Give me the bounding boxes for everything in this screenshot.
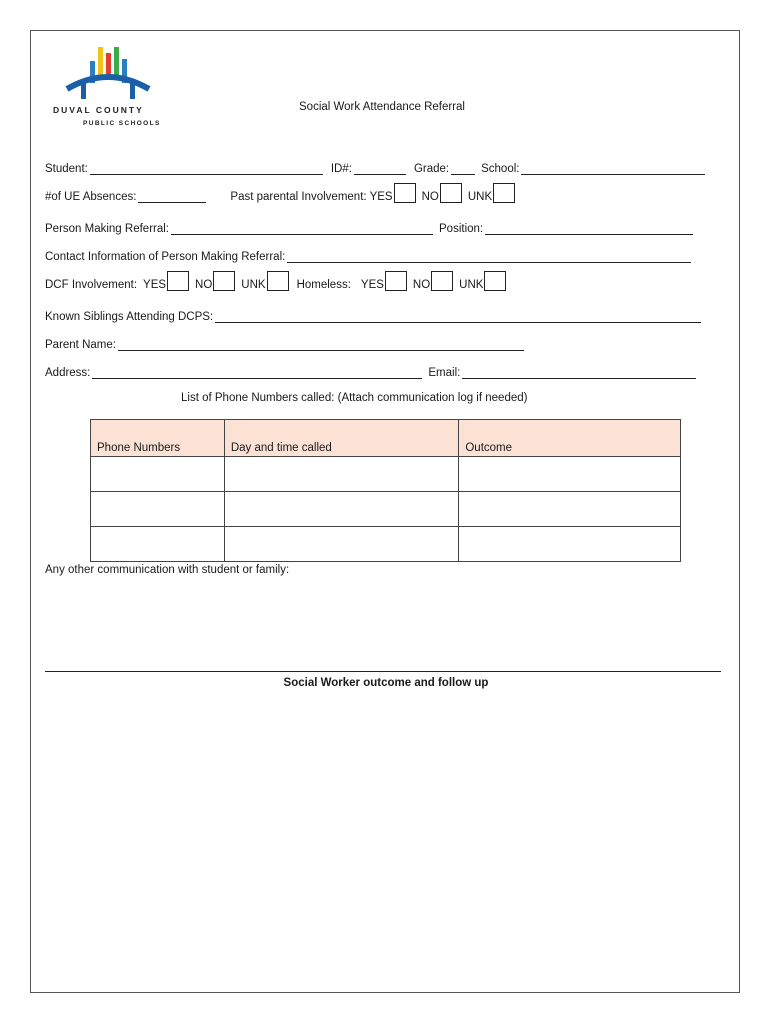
phone-number-cell[interactable] <box>91 492 225 527</box>
contact-info-field[interactable] <box>287 251 691 263</box>
grade-field[interactable] <box>451 163 475 175</box>
parent-name-label: Parent Name: <box>45 339 116 351</box>
email-field[interactable] <box>462 367 696 379</box>
day-time-cell[interactable] <box>224 527 459 562</box>
logo-bridge-pillar-right <box>130 79 135 99</box>
dcf-no-checkbox[interactable] <box>213 271 235 291</box>
siblings-field[interactable] <box>215 311 701 323</box>
phone-numbers-header: Phone Numbers <box>91 420 225 457</box>
homeless-yes-checkbox[interactable] <box>385 271 407 291</box>
logo-bar-green <box>114 47 119 77</box>
email-label: Email: <box>428 367 461 379</box>
homeless-yes-label: YES <box>360 279 384 291</box>
day-time-cell[interactable] <box>224 492 459 527</box>
outcome-cell[interactable] <box>459 457 681 492</box>
parental-no-label: NO <box>421 191 439 203</box>
student-label: Student: <box>45 163 88 175</box>
outcome-cell[interactable] <box>459 527 681 562</box>
person-referral-label: Person Making Referral: <box>45 223 169 235</box>
dcf-label: DCF Involvement: <box>45 279 138 291</box>
parental-unk-label: UNK <box>467 191 493 203</box>
logo-text-duval-county: DUVAL COUNTY <box>53 105 144 115</box>
logo-bar-red <box>106 53 111 77</box>
logo-text-public-schools: PUBLIC SCHOOLS <box>83 120 161 127</box>
person-referral-field[interactable] <box>171 223 433 235</box>
dcf-yes-label: YES <box>143 279 167 291</box>
id-field[interactable] <box>354 163 406 175</box>
phone-list-note: List of Phone Numbers called: (Attach communication log if needed) <box>181 392 528 404</box>
student-field[interactable] <box>90 163 323 175</box>
dcf-unk-label: UNK <box>241 279 266 291</box>
outcome-cell[interactable] <box>459 492 681 527</box>
contact-info-row <box>45 243 693 263</box>
siblings-row <box>45 303 703 323</box>
dcf-yes-checkbox[interactable] <box>167 271 189 291</box>
address-email-row <box>45 359 698 379</box>
phone-numbers-table <box>90 419 681 562</box>
phone-number-cell[interactable] <box>91 457 225 492</box>
homeless-label: Homeless: <box>296 279 351 291</box>
school-field[interactable] <box>521 163 705 175</box>
parental-unk-checkbox[interactable] <box>493 183 515 203</box>
day-time-cell[interactable] <box>224 457 459 492</box>
logo-bridge-arch <box>67 77 149 89</box>
referral-form-page <box>30 30 740 993</box>
siblings-label: Known Siblings Attending DCPS: <box>45 311 214 323</box>
logo-bar-yellow <box>98 47 103 77</box>
ue-absences-field[interactable] <box>138 191 206 203</box>
dcf-no-label: NO <box>195 279 213 291</box>
id-label: ID#: <box>330 163 352 175</box>
parent-name-field[interactable] <box>118 339 524 351</box>
grade-label: Grade: <box>413 163 450 175</box>
social-worker-outcome-heading: Social Worker outcome and follow up <box>283 677 489 689</box>
parental-no-checkbox[interactable] <box>440 183 462 203</box>
table-row <box>91 527 681 562</box>
ue-absences-label: #of UE Absences: <box>45 191 137 203</box>
homeless-unk-checkbox[interactable] <box>484 271 506 291</box>
absences-row <box>45 183 521 203</box>
parent-name-row <box>45 331 526 351</box>
address-field[interactable] <box>92 367 422 379</box>
student-info-row <box>45 155 707 175</box>
logo-bridge-pillar-left <box>81 79 86 99</box>
day-time-header: Day and time called <box>224 420 459 457</box>
parental-yes-checkbox[interactable] <box>394 183 416 203</box>
homeless-unk-label: UNK <box>459 279 484 291</box>
table-row <box>91 457 681 492</box>
table-row <box>91 492 681 527</box>
dcf-unk-checkbox[interactable] <box>267 271 289 291</box>
outcome-header: Outcome <box>459 420 681 457</box>
position-field[interactable] <box>485 223 693 235</box>
duval-county-logo-icon <box>53 43 163 105</box>
address-label: Address: <box>45 367 91 379</box>
referrer-row <box>45 215 695 235</box>
phone-number-cell[interactable] <box>91 527 225 562</box>
homeless-no-label: NO <box>412 279 431 291</box>
dcf-homeless-row <box>45 271 512 291</box>
contact-info-label: Contact Information of Person Making Referral: <box>45 251 286 263</box>
homeless-no-checkbox[interactable] <box>431 271 453 291</box>
table-header-row <box>91 420 681 457</box>
other-communication-label: Any other communication with student or family: <box>45 564 290 576</box>
section-divider-line <box>45 671 721 672</box>
position-label: Position: <box>439 223 484 235</box>
past-parental-label: Past parental Involvement: YES <box>230 191 393 203</box>
school-label: School: <box>481 163 520 175</box>
document-title: Social Work Attendance Referral <box>299 101 465 113</box>
